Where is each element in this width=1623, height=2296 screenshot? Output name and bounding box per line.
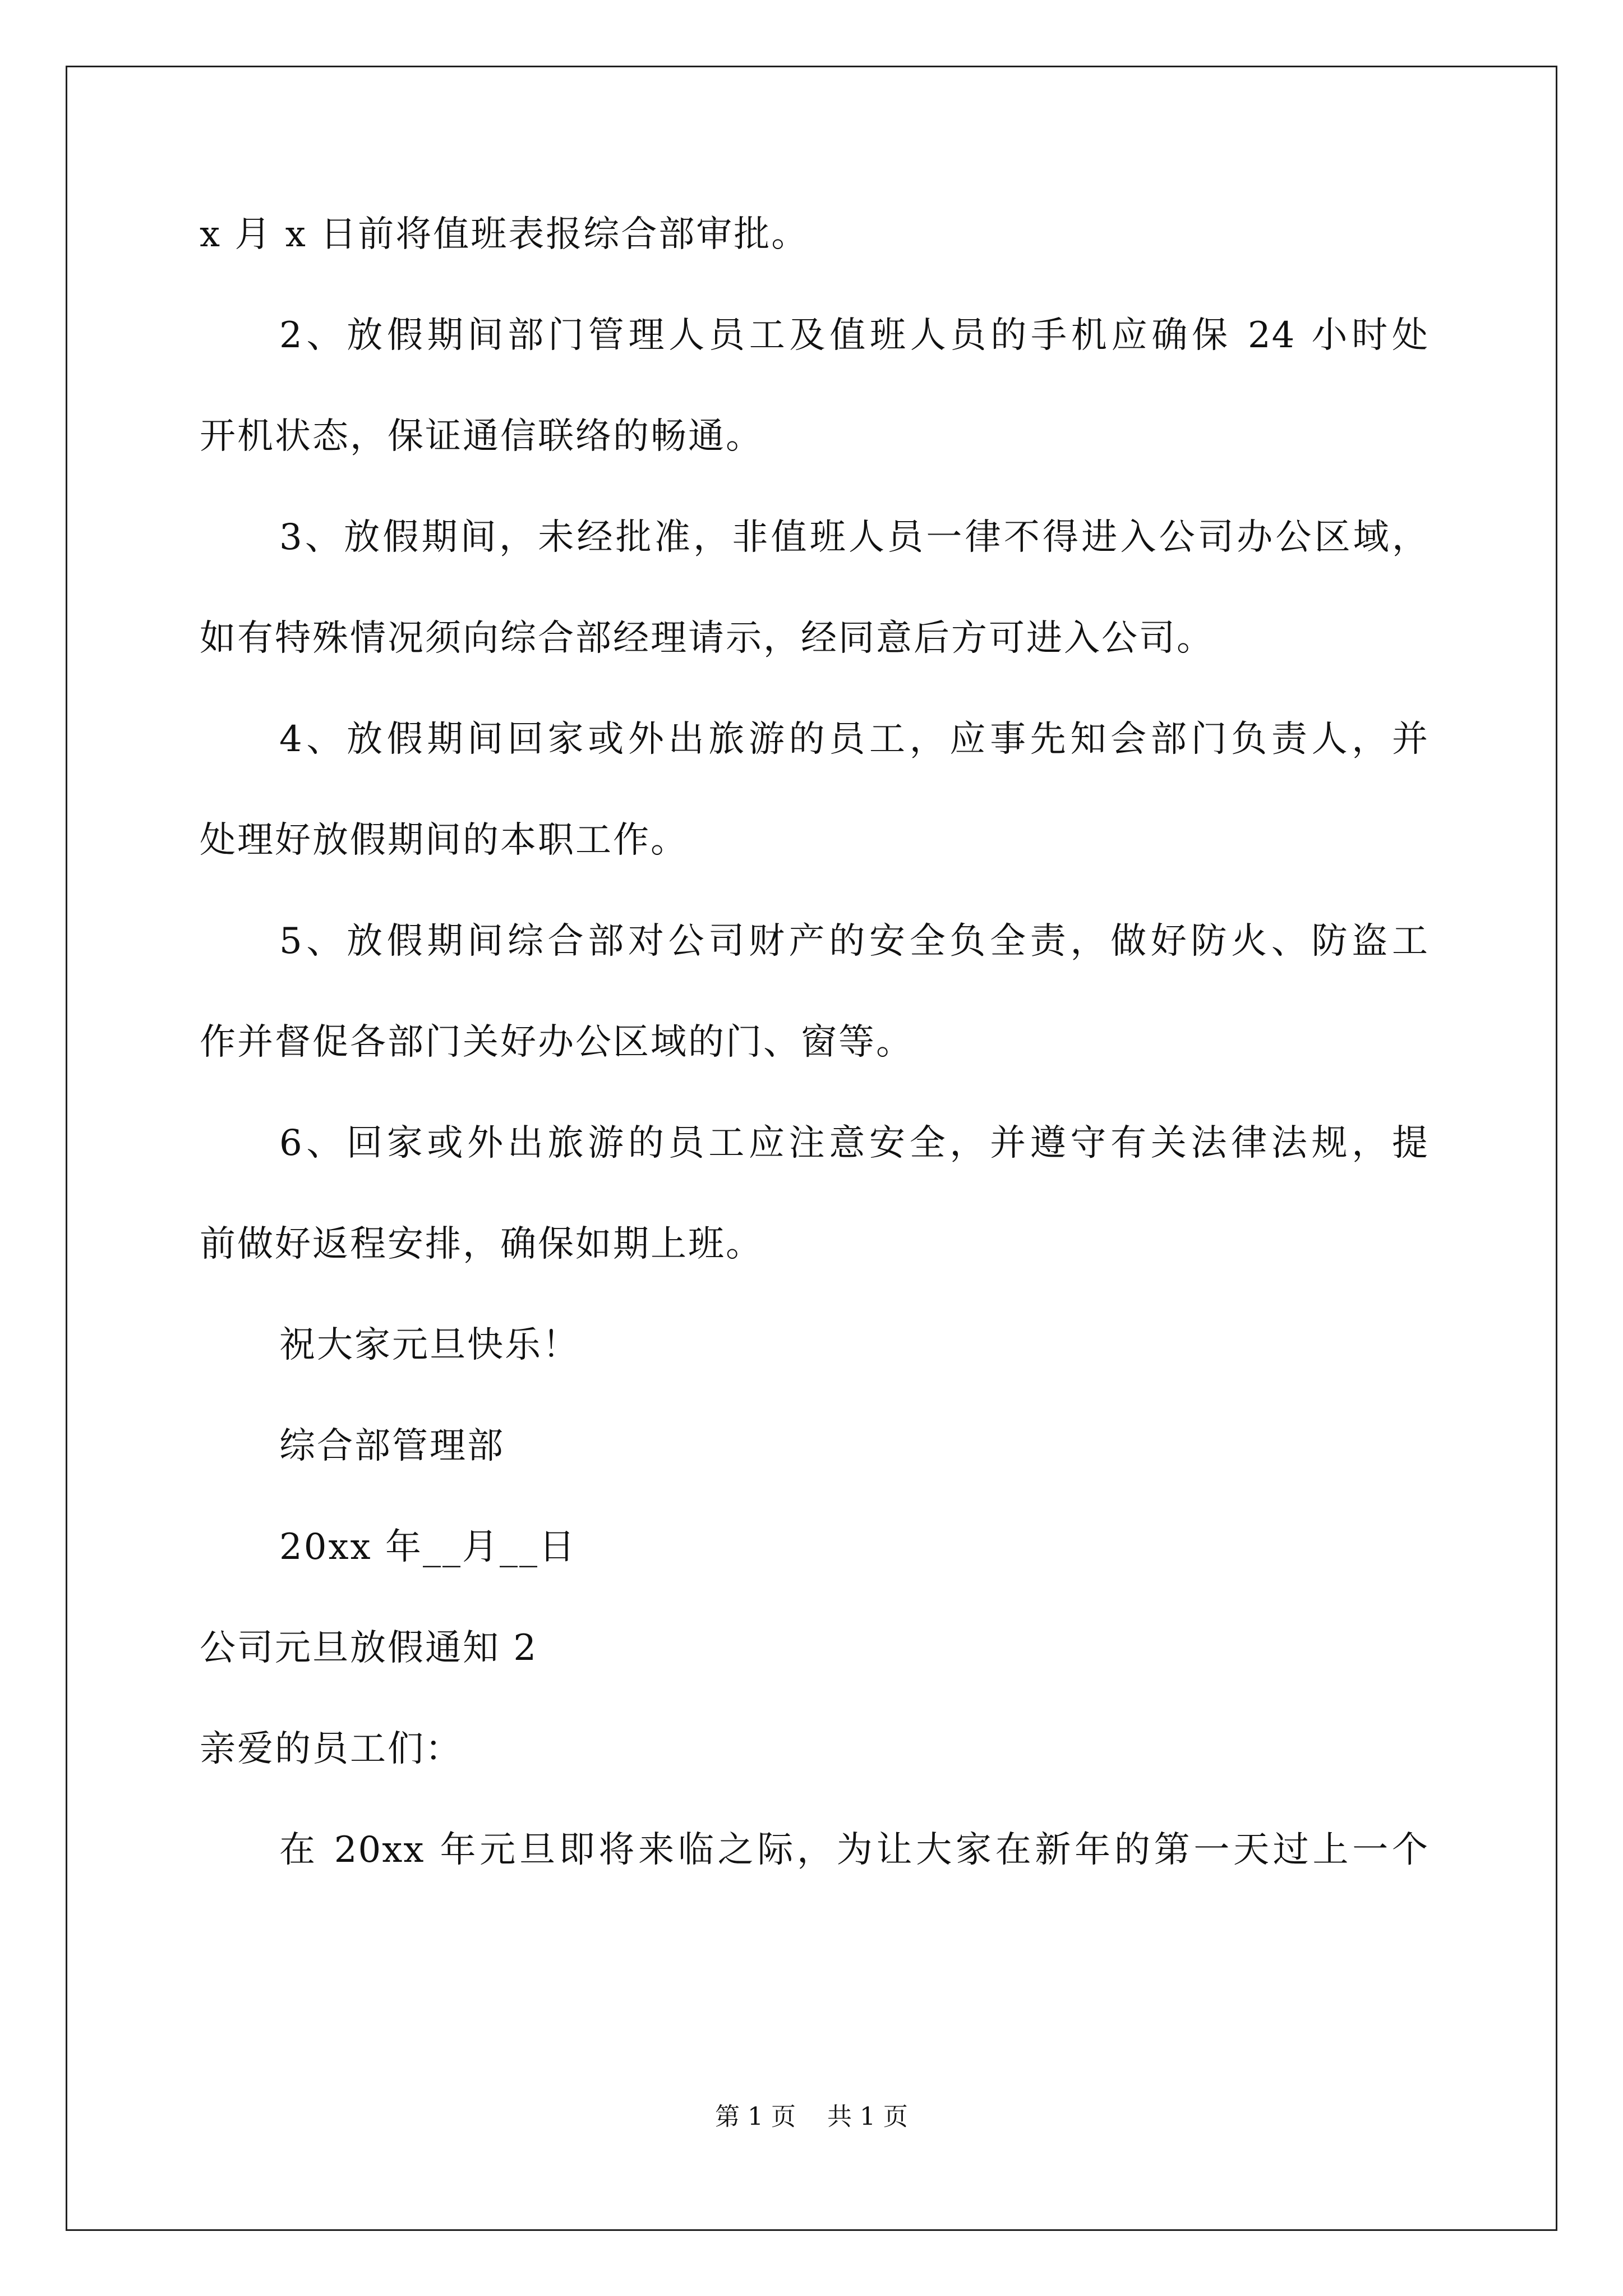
paragraph-3-line-2: 如有特殊情况须向综合部经理请示，经同意后方可进入公司。 <box>200 618 1214 659</box>
signature-department: 综合部管理部 <box>279 1425 505 1467</box>
paragraph-2-line-2: 开机状态，保证通信联络的畅通。 <box>200 416 763 457</box>
text-line: x 月 x 日前将值班表报综合部审批。 <box>200 214 809 255</box>
greeting-line: 祝大家元旦快乐！ <box>279 1324 580 1366</box>
paragraph-5-line-2: 作并督促各部门关好办公区域的门、窗等。 <box>200 1022 914 1063</box>
paragraph-6-line-1: 6、回家或外出旅游的员工应注意安全，并遵守有关法律法规，提 <box>279 1122 1429 1164</box>
paragraph-5-line-1: 5、放假期间综合部对公司财产的安全负全责，做好防火、防盗工 <box>279 921 1429 962</box>
salutation: 亲爱的员工们： <box>200 1728 463 1770</box>
paragraph-2-line-1: 2、放假期间部门管理人员工及值班人员的手机应确保 24 小时处 <box>279 315 1429 356</box>
paragraph-4-line-2: 处理好放假期间的本职工作。 <box>200 820 688 861</box>
intro-paragraph-line-1: 在 20xx 年元旦即将来临之际，为让大家在新年的第一天过上一个 <box>279 1829 1429 1871</box>
paragraph-3-line-1: 3、放假期间，未经批准，非值班人员一律不得进入公司办公区域， <box>279 517 1429 558</box>
paragraph-4-line-1: 4、放假期间回家或外出旅游的员工，应事先知会部门负责人，并 <box>279 719 1429 760</box>
page-footer: 第 1 页 共 1 页 <box>715 2102 908 2131</box>
paragraph-6-line-2: 前做好返程安排，确保如期上班。 <box>200 1223 763 1265</box>
section-title: 公司元旦放假通知 2 <box>200 1627 538 1669</box>
signature-date: 20xx 年__月__日 <box>279 1526 577 1568</box>
